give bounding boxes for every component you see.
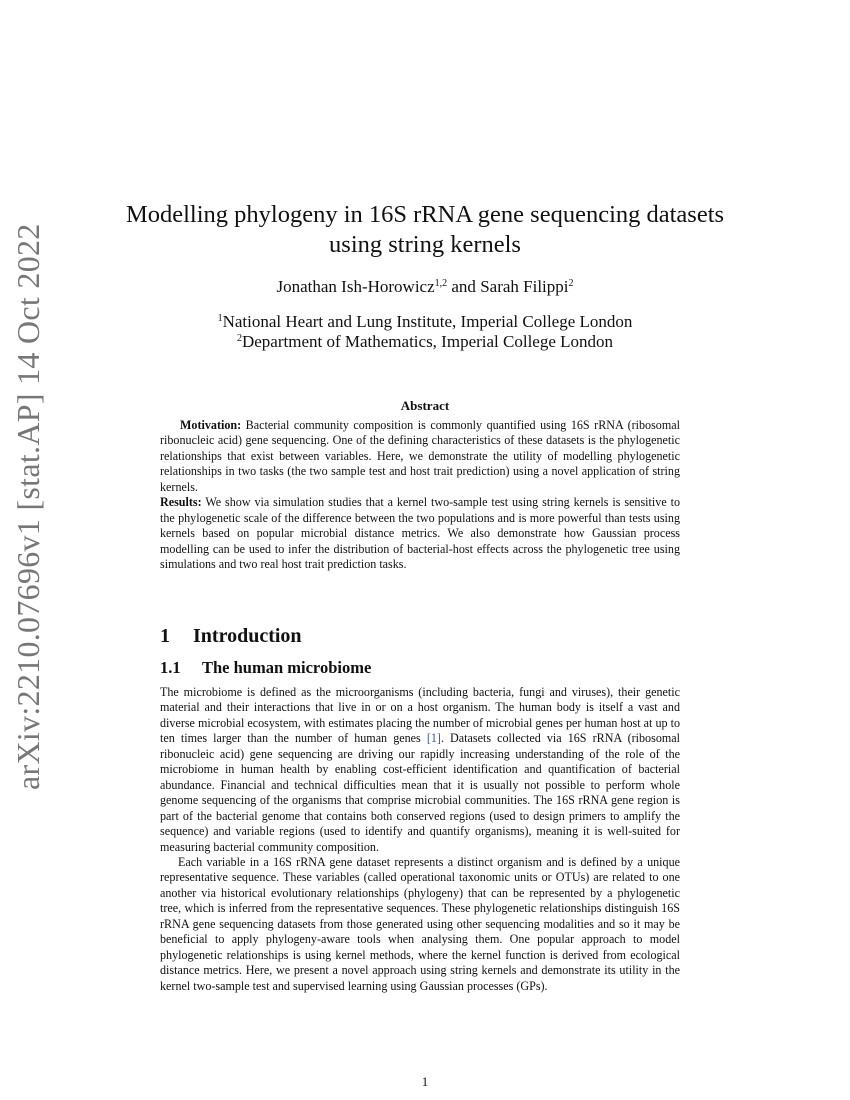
abstract-body [160,418,680,573]
subsection-heading [160,658,371,678]
affiliation-marker: 1 [217,313,223,324]
abstract-heading: Abstract [400,398,450,413]
paragraph-text: . Datasets collected via 16S rRNA (ribosomal ribonucleic acid) gene sequencing are driving our rapidly increasing understanding of the role of the microbiome in human health by enabling cost-efficient identification and quantification of bacterial abundance. Financial and technical difficulties mean that it is usually not possible to perform whole genome sequencing of the organisms that comprise microbial communities. The 16S rRNA gene region is part of the bacterial genome that contains both conserved regions (used to design primers to amplify the sequence) and variable regions (used to identify and quantify organisms), meaning it is well-suited for measuring bacterial community composition. [160,731,680,854]
paragraph-text: The microbiome is defined as the microorganisms (including bacteria, fungi and viruses), their genetic material and their interactions that live in or on a host organism. The human body is itself a vast and diverse microbial ecosystem, with estimates placing the number of microbial genes per human host at up to ten times larger than the number of human genes [160,685,680,746]
author-affil-marker: 2 [568,278,574,289]
author-name: Jonathan Ish-Horowicz [276,277,435,296]
section-number: 1 [160,625,170,647]
motivation-text: Bacterial community composition is commonly quantified using 16S rRNA (ribosomal ribonucleic acid) gene sequencing. One of the defining characteristics of these datasets is the phylogenetic relationships that exist between variables. Here, we demonstrate the utility of modelling phylogenetic relationships in two tasks (the two sample test and host trait prediction) using a novel application of string kernels. [160,418,680,494]
affiliation [100,312,750,332]
title-line-2: using string kernels [329,231,521,258]
affiliation-name: National Heart and Lung Institute, Imperial College London [222,312,633,331]
affiliation-name: Department of Mathematics, Imperial College London [241,332,614,351]
affiliation [100,332,750,352]
abstract-results [160,495,680,572]
title-line-1: Modelling phylogeny in 16S rRNA gene sequencing datasets [125,201,725,228]
results-text: We show via simulation studies that a kernel two-sample test using string kernels is sensitive to the phylogenetic scale of the difference between the two populations and is more powerful than tests using kernels based on popular microbial distance metrics. We also demonstrate how Gaussian process modelling can be used to infer the distribution of bacterial-host effects across the phylogenetic tree using simulations and two real host trait prediction tasks. [160,495,680,572]
section-title: Introduction [193,625,302,647]
subsection-number: 1.1 [160,658,181,677]
motivation-label: Motivation: [180,418,242,432]
citation-link[interactable]: [1] [426,731,441,746]
affiliation-marker: 2 [236,333,242,344]
body-text [160,685,680,994]
results-label: Results: [160,495,202,510]
paragraph: Each variable in a 16S rRNA gene dataset represents a distinct organism and is defined by a unique representative sequence. These variables (called operational taxonomic units or OTUs) are related to one another via historical evolutionary relationships (phylogeny) that can be represented by a phylogenetic tree, which is inferred from the representative sequences. These phylogenetic relationships distinguish 16S rRNA gene sequencing datasets from those generated using other sequencing modalities and so it may be beneficial to apply phylogeny-aware tools when analysing them. One popular approach to model phylogenetic relationships is using kernel methods, where the kernel function is derived from ecological distance metrics. Here, we present a novel approach using string kernels and demonstrate its utility in the kernel two-sample test and supervised learning using Gaussian processes (GPs). [160,854,680,993]
section-heading [160,625,302,648]
page-number: 1 [421,1074,429,1089]
author-name: Sarah Filippi [480,277,569,296]
author-affil-marker: 1,2 [434,278,448,289]
abstract-motivation [160,418,680,495]
arxiv-identifier: arXiv:2210.07696v1 [stat.AP] 14 Oct 2022 [10,223,46,790]
author-conjunction: and [447,277,481,296]
paragraph [160,685,680,855]
subsection-title: The human microbiome [202,658,372,677]
author-list [100,277,750,297]
paper-title [100,200,750,260]
